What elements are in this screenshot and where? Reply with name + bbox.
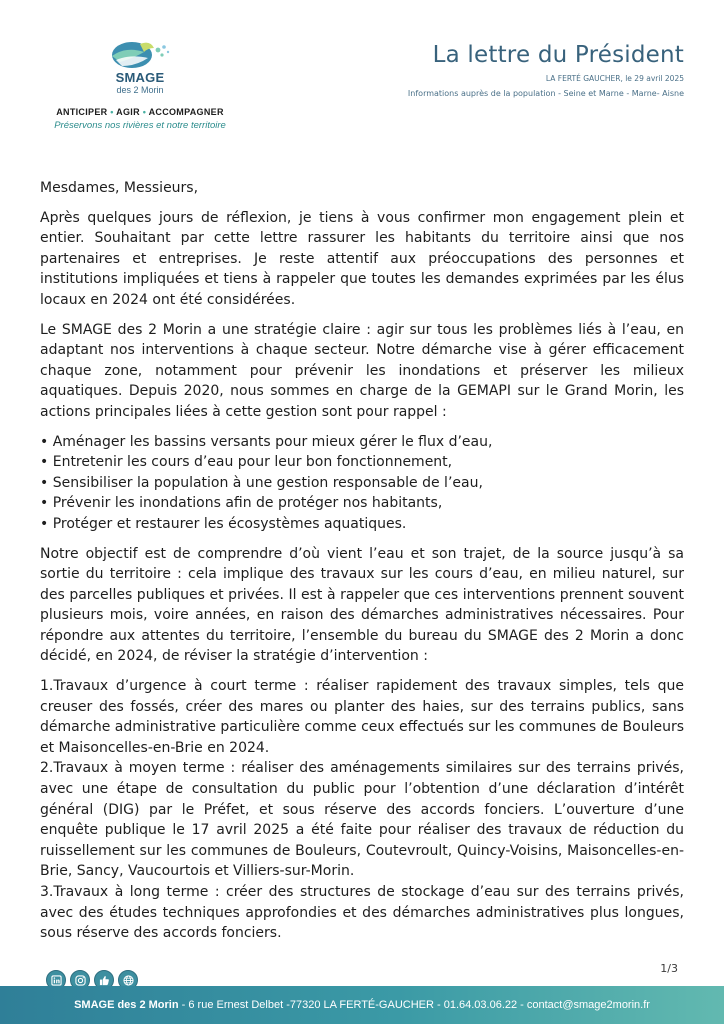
footer-bar [0,986,724,1024]
slogan-dot: • [110,107,114,117]
actions-list [40,432,684,535]
smage-logo-icon [100,38,180,72]
page-number: 1/3 [660,962,678,975]
logo-name: SMAGE [115,70,165,85]
footer-org: SMAGE des 2 Morin [74,999,179,1011]
title-block [408,42,684,98]
list-item: • Entretenir les cours d’eau pour leur bon fonctionnement, [40,452,684,473]
letter-body [40,178,684,944]
step-item: 1.Travaux d’urgence à court terme : réaliser rapidement des travaux simples, tels que creuser des fossés, créer des mares ou planter des haies, sur des terrains publics, sans démarche administrative particulière comme ceux effectués sur les communes de Bouleurs et Maisoncelles-en-Brie en 2024. [40,678,684,756]
step-item: 3.Travaux à long terme : créer des structures de stockage d’eau sur des terrains privés, avec des études techniques approfondies et des démarches administratives plus longues, sous réserve des accords fonciers. [40,884,684,942]
paragraph-3: Notre objectif est de comprendre d’où vient l’eau et son trajet, de la source jusqu’à sa sortie du territoire : cela implique des travaux sur les cours d’eau, en milieu naturel, sur des parcelles publiques et privées. Il est à rappeler que ces interventions prennent souvent plusieurs mois, voire années, en raison des démarches administratives nécessaires. Pour répondre aux attentes du territoire, l’ensemble du bureau du SMAGE des 2 Morin a donc décidé, en 2024, de réviser la stratégie d’intervention : [40,545,684,665]
slogan [40,107,240,117]
list-item: • Aménager les bassins versants pour mieux gérer le flux d’eau, [40,432,684,453]
paragraph-1: Après quelques jours de réflexion, je tiens à vous confirmer mon engagement plein et entier. Souhaitant par cette lettre rassurer les habitants du territoire ainsi que nos partenaires et entreprises. Je reste attentif aux préoccupations des personnes et institutions impliquées et tiens à rappeler que toutes les demandes exprimées par les élus locaux en 2024 ont été considérées. [40,209,684,308]
slogan-anticiper: ANTICIPER [56,107,108,117]
slogan-agir: AGIR [116,107,140,117]
list-item: • Protéger et restaurer les écosystèmes aquatiques. [40,514,684,535]
footer-contact [74,999,650,1011]
slogan-dot: • [142,107,147,117]
document-info: Informations auprès de la population - Seine et Marne - Marne- Aisne [407,89,684,98]
logo-subtitle: des 2 Morin [116,85,164,95]
document-title: La lettre du Président [432,42,684,68]
salutation: Mesdames, Messieurs, [40,180,199,196]
slogan-accompagner: ACCOMPAGNER [148,107,224,117]
steps-list [40,676,684,944]
logo-block [40,38,240,131]
list-item: • Sensibiliser la population à une gestion responsable de l’eau, [40,473,684,494]
place-date: LA FERTÉ GAUCHER, le 29 avril 2025 [545,74,684,83]
list-item: • Prévenir les inondations afin de protéger nos habitants, [40,493,684,514]
tagline: Préservons nos rivières et notre territoire [54,120,226,131]
step-item: 2.Travaux à moyen terme : réaliser des aménagements similaires sur des terrains privés, avec une étape de consultation du public pour l’obtention d’une déclaration d’intérêt général (DIG) par le Préfet, et sous réserve des accords fonciers. L’ouverture d’une enquête publique le 17 avril 2025 a été faite pour réaliser des travaux de réduction du ruissellement sur les communes de Bouleurs, Coutevroult, Quincy-Voisins, Maisoncelles-en-Brie, Sancy, Vaucourtois et Villiers-sur-Morin. [40,760,684,880]
paragraph-2: Le SMAGE des 2 Morin a une stratégie claire : agir sur tous les problèmes liés à l’eau, en adaptant nos interventions à chaque secteur. Notre démarche vise à gérer efficacement chaque zone, notamment pour prévenir les inondations et préserver les milieux aquatiques. Depuis 2020, nous sommes en charge de la GEMAPI sur le Grand Morin, les actions principales liées à cette gestion sont pour rappel : [40,321,684,420]
footer-address: - 6 rue Ernest Delbet -77320 LA FERTÉ-GAUCHER - 01.64.03.06.22 - contact@smage2morin.fr [178,999,650,1011]
